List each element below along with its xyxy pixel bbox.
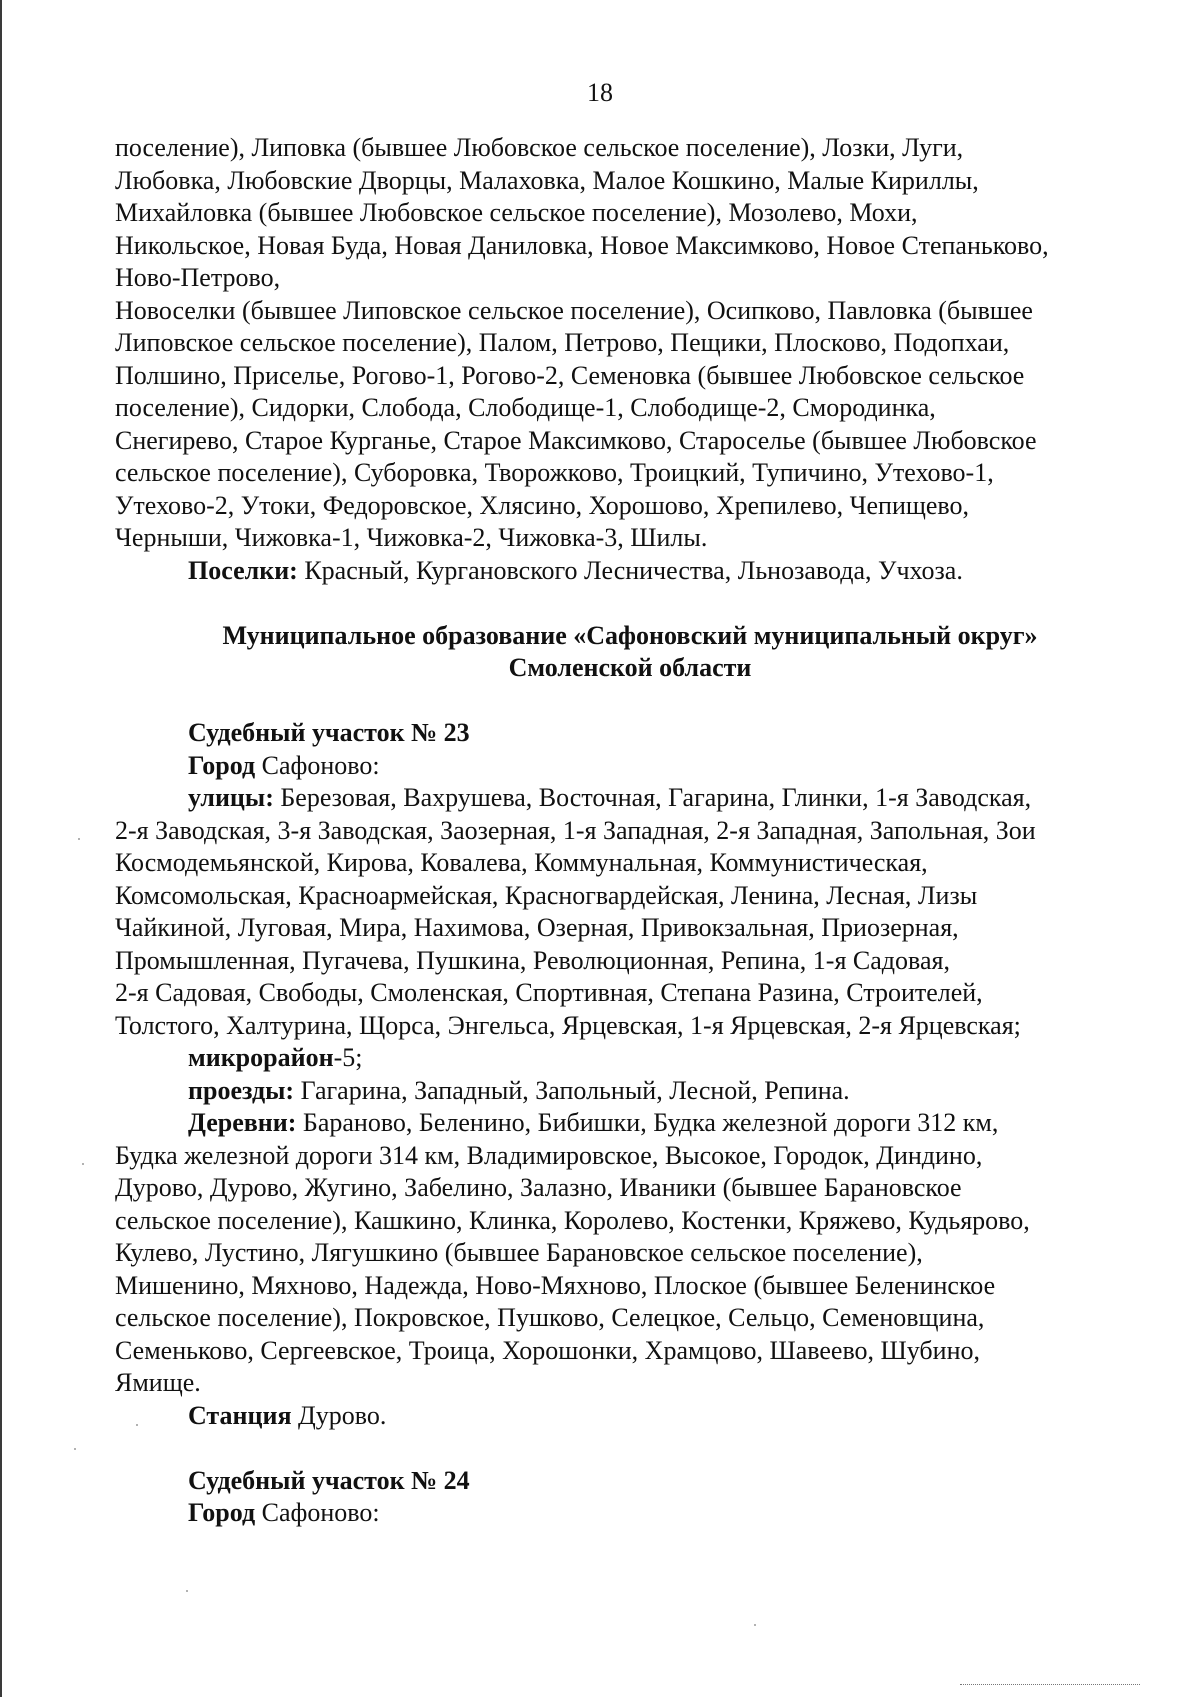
document-body xyxy=(115,132,1145,1530)
city-label: Город xyxy=(188,1498,256,1527)
villages-line: сельское поселение), Суборовка, Творожково, Троицкий, Тупичино, Утехово-1, xyxy=(115,458,994,487)
spacer xyxy=(115,685,1145,718)
district-24-title: Судебный участок № 24 xyxy=(188,1465,470,1495)
streets-line: Комсомольская, Красноармейская, Красногвардейская, Ленина, Лесная, Лизы xyxy=(115,880,978,910)
continuation-line: Никольское, Новая Буда, Новая Даниловка, Новое Максимково, Новое Степаньково, xyxy=(115,230,1049,260)
villages-line: Утехово-2, Утоки, Федоровское, Хлясино, Хорошово, Хрепилево, Чепищево, xyxy=(115,490,970,520)
district-23-title: Судебный участок № 23 xyxy=(188,718,470,747)
district-23-villages-line: сельское поселение), Покровское, Пушково, Селецкое, Сельцо, Семеновщина, xyxy=(115,1303,985,1332)
streets-line: Космодемьянской, Кирова, Ковалева, Коммунальная, Коммунистическая, xyxy=(115,848,928,877)
settlements-label: Поселки: xyxy=(188,555,298,585)
municipality-heading: Муниципальное образование «Сафоновский муниципальный округ» xyxy=(222,620,1038,650)
continuation-line: Михайловка (бывшее Любовское сельское поселение), Мозолево, Мохи, xyxy=(115,198,918,227)
city-label: Город xyxy=(188,750,256,780)
villages-line: Новоселки (бывшее Липовское сельское поселение), Осипково, Павловка (бывшее xyxy=(115,295,1033,325)
district-23-villages-first-line: Деревни: Бараново, Беленино, Бибишки, Будка железной дороги 312 км, xyxy=(188,1108,999,1137)
villages-line: Снегирево, Старое Курганье, Старое Максимково, Староселье (бывшее Любовское xyxy=(115,425,1037,455)
district-24-city xyxy=(115,1497,1145,1530)
district-23-microdistrict: микрорайон-5; xyxy=(188,1043,363,1072)
scan-speck xyxy=(754,1624,756,1626)
spacer xyxy=(115,1432,1145,1465)
continuation-line: Ново-Петрово, xyxy=(115,263,281,292)
streets-line: Чайкиной, Луговая, Мира, Нахимова, Озерная, Привокзальная, Приозерная, xyxy=(115,913,959,942)
district-23-station: Станция Дурово. xyxy=(188,1400,387,1430)
scan-bottom-marks xyxy=(960,1684,1140,1689)
villages-line: Черныши, Чижовка-1, Чижовка-2, Чижовка-3, Шилы. xyxy=(115,523,708,552)
continuation-line: Любовка, Любовские Дворцы, Малаховка, Малое Кошкино, Малые Кириллы, xyxy=(115,165,979,195)
district-23-villages-line: Мишенино, Мяхново, Надежда, Ново-Мяхново, Плоское (бывшее Беленинское xyxy=(115,1270,996,1300)
district-23-villages-line: Дурово, Дурово, Жугино, Забелино, Залазно, Иваники (бывшее Барановское xyxy=(115,1173,962,1202)
district-23-villages-line: Будка железной дороги 314 км, Владимировское, Высокое, Городок, Диндино, xyxy=(115,1140,983,1170)
villages-line: Липовское сельское поселение), Палом, Петрово, Пещики, Плосково, Подопхаи, xyxy=(115,328,1010,357)
page-number: 18 xyxy=(587,78,613,107)
scan-speck xyxy=(136,1424,138,1426)
streets-line: 2-я Заводская, 3-я Заводская, Заозерная, 1-я Западная, 2-я Западная, Запольная, Зои xyxy=(115,815,1036,845)
scan-speck xyxy=(78,838,80,840)
district-23-villages-line: Семеньково, Сергеевское, Троица, Хорошонки, Храмцово, Шавеево, Шубино, xyxy=(115,1335,980,1365)
city-name: Сафоново: xyxy=(255,750,380,780)
streets-line: Промышленная, Пугачева, Пушкина, Революционная, Репина, 1-я Садовая, xyxy=(115,945,950,975)
streets-line: Толстого, Халтурина, Щорса, Энгельса, Ярцевская, 1-я Ярцевская, 2-я Ярцевская; xyxy=(115,1010,1021,1040)
spacer xyxy=(115,587,1145,620)
streets-label: улицы: xyxy=(188,783,274,812)
district-23-city xyxy=(115,750,1145,783)
city-name: Сафоново: xyxy=(255,1498,380,1527)
villages-label: Деревни: xyxy=(188,1108,297,1137)
continuation-line: поселение), Липовка (бывшее Любовское сельское поселение), Лозки, Луги, xyxy=(115,133,964,162)
district-23-streets-first-line: улицы: Березовая, Вахрушева, Восточная, Гагарина, Глинки, 1-я Заводская, xyxy=(188,783,1032,812)
streets-line: 2-я Садовая, Свободы, Смоленская, Спортивная, Степана Разина, Строителей, xyxy=(115,978,983,1007)
settlements-paragraph xyxy=(115,555,1145,588)
villages-line: Полшино, Приселье, Рогово-1, Рогово-2, Семеновка (бывшее Любовское сельское xyxy=(115,360,1025,390)
villages-line: поселение), Сидорки, Слобода, Слободище-1, Слободище-2, Смородинка, xyxy=(115,393,936,422)
passages-label: проезды: xyxy=(188,1075,295,1105)
page-left-edge xyxy=(0,0,2,1697)
scan-speck xyxy=(82,1163,84,1165)
district-23-villages-line: Ямище. xyxy=(115,1368,201,1397)
scan-speck xyxy=(186,1590,188,1592)
microdistrict-label: микрорайон xyxy=(188,1043,334,1072)
district-23-passages: проезды: Гагарина, Западный, Запольный, Лесной, Репина. xyxy=(188,1075,850,1105)
municipality-heading-region: Смоленской области xyxy=(508,653,752,682)
settlements-text: Красный, Кургановского Лесничества, Льнозавода, Учхоза. xyxy=(297,555,963,585)
station-label: Станция xyxy=(188,1400,292,1430)
district-23-villages-line: сельское поселение), Кашкино, Клинка, Королево, Костенки, Кряжево, Кудьярово, xyxy=(115,1205,1030,1235)
district-23-villages-line: Кулево, Лустино, Лягушкино (бывшее Барановское сельское поселение), xyxy=(115,1238,923,1267)
scan-speck xyxy=(74,1448,76,1450)
